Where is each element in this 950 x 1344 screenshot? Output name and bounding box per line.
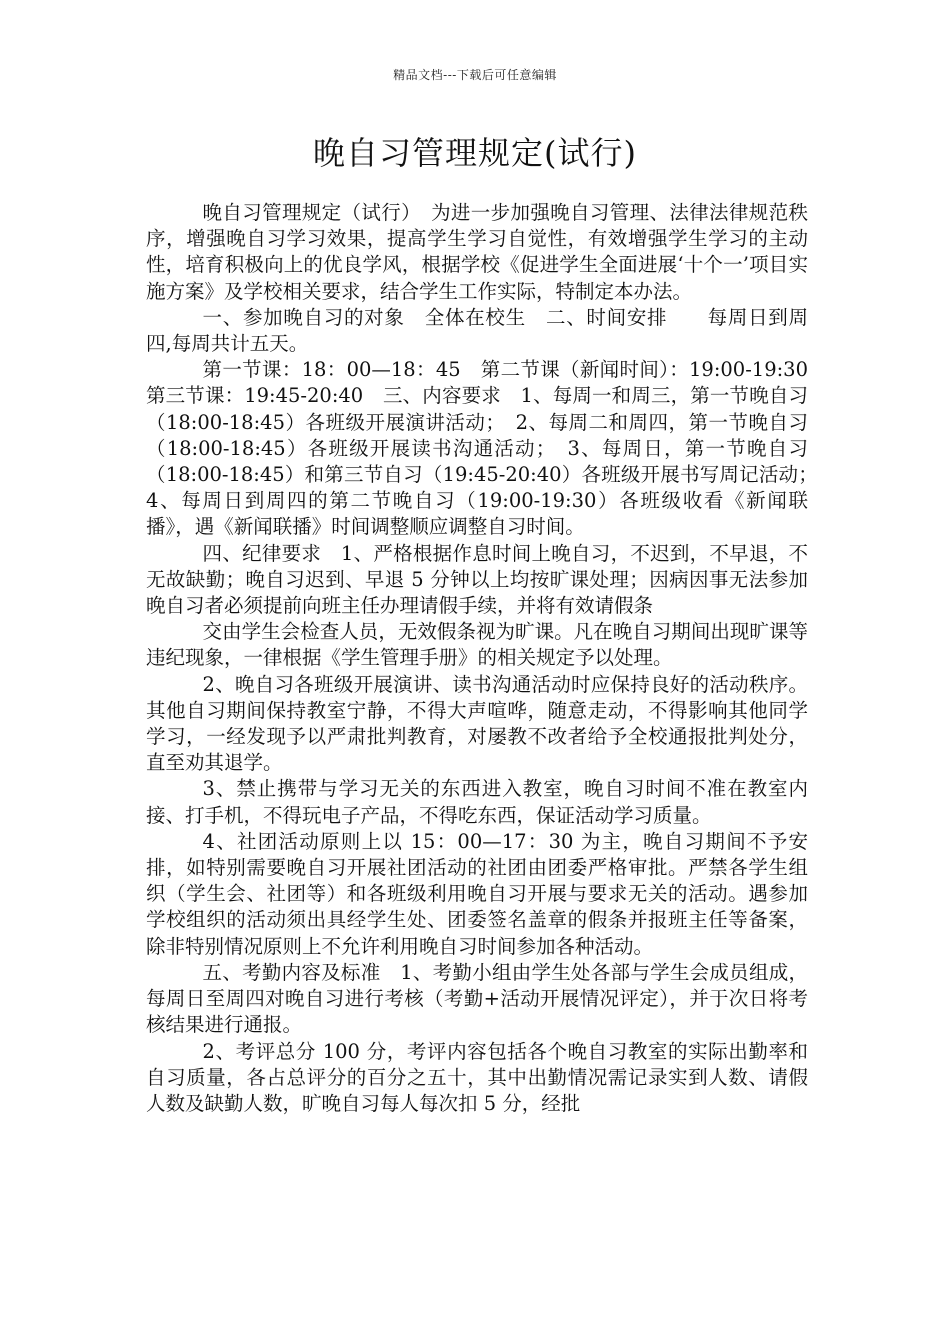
paragraph: 交由学生会检查人员，无效假条视为旷课。凡在晚自习期间出现旷课等违纪现象，一律根据《学生管理手册》的相关规定予以处理。: [146, 620, 808, 670]
paragraph: 4、社团活动原则上以 15：00—17：30 为主，晚自习期间不予安排，如特别需要晚自习开展社团活动的社团由团委严格审批。严禁各学生组织（学生会、社团等）和各班级利用晚自习开展与要求无关的活动。遇参加学校组织的活动须出具经学生处、团委签名盖章的假条并报班主任等备案，除非特别情况原则上不允许利用晚自习时间参加各种活动。: [146, 829, 808, 958]
document-title: 晚自习管理规定(试行): [313, 134, 637, 172]
header-note: 精品文档---下载后可任意编辑: [393, 68, 557, 82]
paragraph: 一、参加晚自习的对象 全体在校生 二、时间安排 每周日到周四,每周共计五天。: [146, 305, 808, 356]
paragraph: 五、考勤内容及标准 1、考勤小组由学生处各部与学生会成员组成，每周日至周四对晚自习进行考核（考勤+活动开展情况评定），并于次日将考核结果进行通报。: [146, 960, 808, 1037]
paragraph: 3、禁止携带与学习无关的东西进入教室，晚自习时间不准在教室内接、打手机，不得玩电子产品，不得吃东西，保证活动学习质量。: [146, 777, 808, 827]
paragraph: 2、晚自习各班级开展演讲、读书沟通活动时应保持良好的活动秩序。其他自习期间保持教室宁静，不得大声喧哗，随意走动，不得影响其他同学学习，一经发现予以严肃批判教育，对屡教不改者给予全校通报批判处分，直至劝其退学。: [146, 672, 808, 775]
paragraph: 晚自习管理规定（试行） 为进一步加强晚自习管理、法律法律规范秩序，增强晚自习学习效果，提高学生学习自觉性，有效增强学生学习的主动性，培育积极向上的优良学风，根据学校《促进学生全面进展‘十个一’项目实施方案》及学校相关要求，结合学生工作实际，特制定本办法。: [146, 201, 808, 303]
paragraph: 四、纪律要求 1、严格根据作息时间上晚自习，不迟到，不早退，不无故缺勤；晚自习迟到、早退 5 分钟以上均按旷课处理；因病因事无法参加晚自习者必须提前向班主任办理请假手续，并将有效请假条: [146, 541, 808, 618]
paragraph: 2、考评总分 100 分，考评内容包括各个晚自习教室的实际出勤率和自习质量，各占总评分的百分之五十，其中出勤情况需记录实到人数、请假人数及缺勤人数，旷晚自习每人每次扣 5 分，经批: [146, 1039, 808, 1115]
document-body: [146, 200, 828, 1117]
paragraph: 第一节课：18：00—18：45 第二节课（新闻时间）：19:00-19:30 第三节课：19:45-20:40 三、内容要求 1、每周一和周三，第一节晚自习（18:00-18:45）各班级开展演讲活动； 2、每周二和周四，第一节晚自习（18:00-18:45）各班级开展读书沟通活动； 3、每周日，第一节晚自习（18:00-18:45）和第三节自习（19:45-20:40）各班级开展书写周记活动； 4、每周日到周四的第二节晚自习（19:00-19:30）各班级收看《新闻联播》，遇《新闻联播》时间调整顺应调整自习时间。: [146, 358, 828, 539]
